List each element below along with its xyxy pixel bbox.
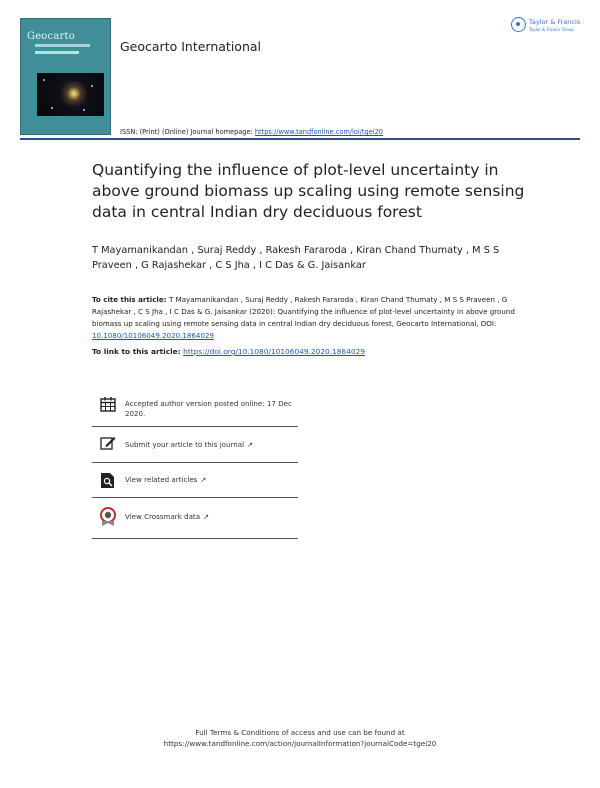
article-link-line	[92, 347, 365, 356]
edit-icon	[100, 435, 116, 455]
taylor-francis-logo-icon	[511, 17, 526, 32]
crossmark-item[interactable]	[92, 498, 298, 539]
submit-article-link[interactable]	[125, 440, 253, 450]
journal-homepage-link[interactable]: https://www.tandfonline.com/loi/tgei20	[254, 128, 383, 136]
search-document-icon	[100, 472, 116, 493]
external-link-icon: ↗	[203, 513, 209, 521]
taylor-francis-logo[interactable]	[511, 17, 583, 39]
cover-star	[51, 107, 53, 109]
doi-link[interactable]: 10.1080/10106049.2020.1864029	[92, 331, 214, 340]
crossmark-label: View Crossmark data	[125, 512, 201, 521]
cover-star	[83, 109, 85, 111]
cover-star	[43, 79, 45, 81]
article-actions	[92, 390, 298, 539]
external-link-icon: ↗	[247, 441, 253, 449]
publisher-sub: Taylor & Francis Group	[529, 27, 574, 32]
footer	[0, 727, 600, 749]
submit-article-item[interactable]	[92, 427, 298, 463]
accepted-date-label: Accepted author version posted online: 17 Dec 2020.	[125, 399, 292, 418]
related-articles-label: View related articles	[125, 475, 198, 484]
journal-cover-thumbnail	[20, 18, 111, 135]
submit-article-label: Submit your article to this journal	[125, 440, 245, 449]
article-title: Quantifying the influence of plot-level uncertainty in above ground biomass up scaling using remote sensing data in central Indian dry deciduous forest	[92, 161, 525, 221]
citation-label: To cite this article:	[92, 295, 169, 304]
footer-terms-text: Full Terms & Conditions of access and use can be found at	[195, 728, 405, 737]
calendar-icon	[100, 396, 116, 416]
citation-block	[92, 294, 532, 342]
journal-name[interactable]: Geocarto International	[120, 39, 261, 54]
related-articles-item[interactable]	[92, 463, 298, 498]
citation-text: T Mayamanikandan , Suraj Reddy , Rakesh Fararoda , Kiran Chand Thumaty , M S S Praveen , G Rajashekar , C S Jha , I C Das & G. Jaisankar (2020): Quantifying the influence of plot-level uncertainty in above ground biomass up scaling using remote sensing data in central Indian dry deciduous forest, Geocarto International, DOI:	[92, 295, 515, 328]
footer-terms-link[interactable]: https://www.tandfonline.com/action/journalInformation?journalCode=tgei20	[163, 739, 437, 748]
article-authors: T Mayamanikandan , Suraj Reddy , Rakesh Fararoda , Kiran Chand Thumaty , M S S Praveen , G Rajashekar , C S Jha , I C Das & G. Jaisankar	[92, 245, 500, 271]
crossmark-link[interactable]	[125, 512, 209, 522]
issn-line	[120, 128, 383, 136]
accepted-date-item	[92, 390, 298, 427]
cover-subtitle-bar-2	[35, 51, 79, 54]
cover-image	[37, 73, 104, 116]
cover-star	[91, 85, 93, 87]
related-articles-link[interactable]	[125, 475, 206, 485]
cover-subtitle-bar	[35, 44, 90, 47]
issn-text: ISSN: (Print) (Online) Journal homepage:	[120, 128, 255, 136]
crossmark-icon	[100, 507, 116, 531]
external-link-icon: ↗	[200, 476, 207, 484]
link-label: To link to this article:	[92, 347, 184, 356]
publisher-name: Taylor & Francis	[529, 18, 581, 26]
cover-title: Geocarto	[27, 31, 75, 42]
header-divider	[20, 138, 580, 140]
article-url-link[interactable]: https://doi.org/10.1080/10106049.2020.1864029	[183, 347, 365, 356]
